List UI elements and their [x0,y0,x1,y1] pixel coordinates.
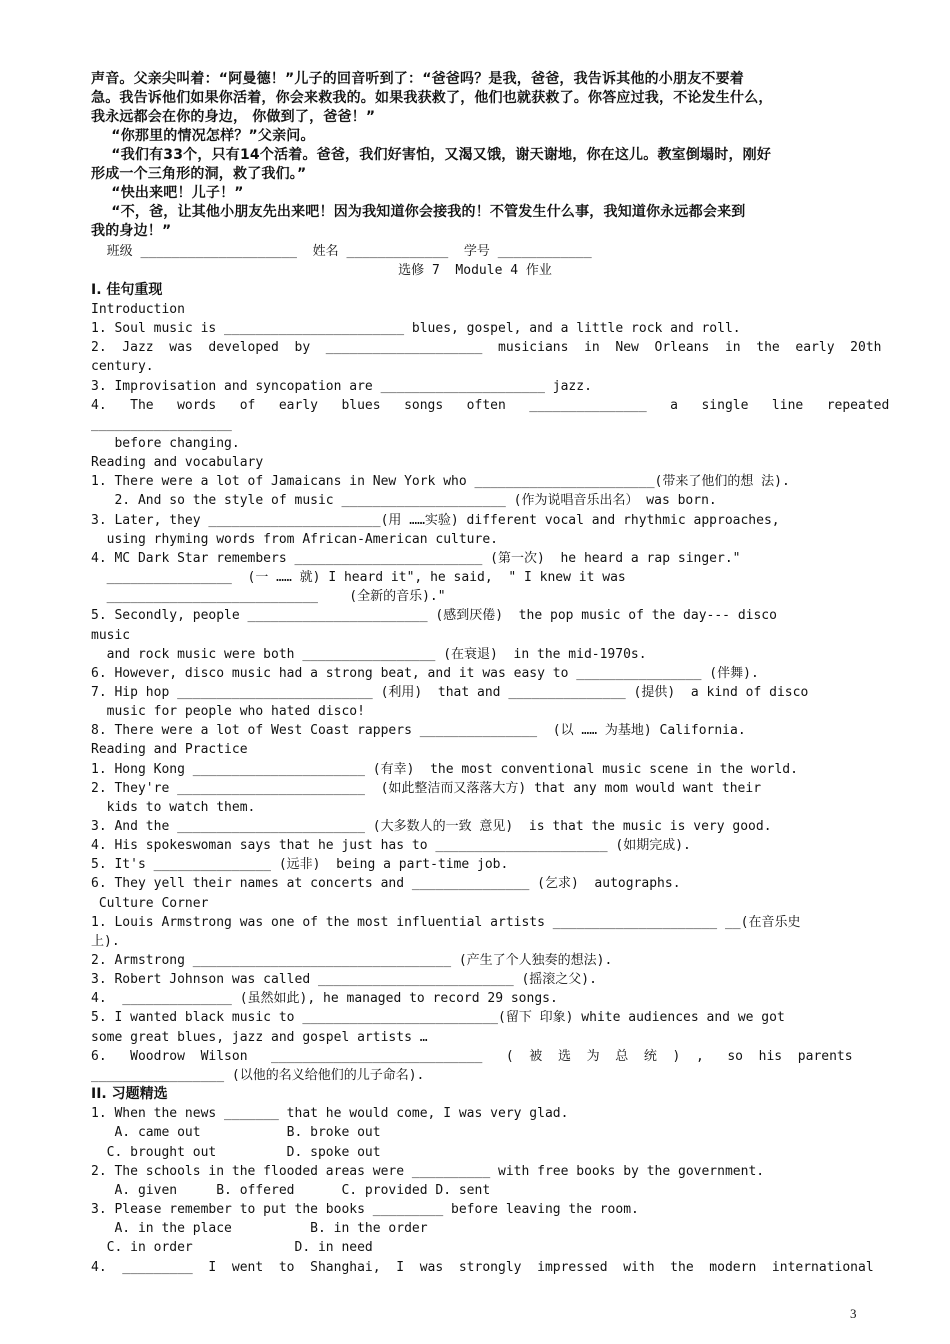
exercise-line: 3. Robert Johnson was called _________________________ (摇滚之父). [91,972,597,987]
story-line: “不，爸，让其他小朋友先出来吧！因为我知道你会接我的！不管发生什么事，我知道你永远都会来到 [91,204,746,220]
story-line: “我们有33个，只有14个活着。爸爸，我们好害怕，又渴又饿，谢天谢地，你在这儿。教室倒塌时，刚好 [91,147,772,163]
page-number: 3 [850,1306,857,1321]
exercise-line: 2. Jazz was developed by ____________________ musicians in New Orleans in the early 20th [91,340,882,355]
exercise-line: Culture Corner [91,896,209,911]
question-line: C. brought out D. spoke out [91,1145,381,1160]
exercise-line: 3. Later, they ______________________(用 ……实验) different vocal and rhythmic approaches, [91,513,780,528]
exercise-line: 5. Secondly, people _______________________ (感到厌倦) the pop music of the day--- disco [91,608,777,623]
exercise-line: 4. The words of early blues songs often _______________ a single line repeated [91,398,890,413]
question-line: 2. The schools in the flooded areas were __________ with free books by the government. [91,1164,765,1179]
exercise-line: 6. Woodrow Wilson ___________________________ ( 被 选 为 总 统 ) , so his parents [91,1049,853,1064]
exercise-line: __________________ [91,417,232,432]
exercise-line: music for people who hated disco! [91,704,365,719]
exercise-line: Reading and vocabulary [91,455,264,470]
exercise-line: 8. There were a lot of West Coast rappers _______________ (以 …… 为基地) California. [91,723,746,738]
exercise-line: 5. It's _______________ (远非) being a part-time job. [91,857,509,872]
exercise-line: Reading and Practice [91,742,248,757]
student-info-fields: 班级 ____________________ 姓名 _____________ 学号 ____________ [91,244,592,259]
exercise-line: 1. There were a lot of Jamaicans in New York who _______________________(带来了他们的想 法). [91,474,790,489]
exercise-line: 6. They yell their names at concerts and _______________ (乞求) autographs. [91,876,681,891]
exercise-line: 4. His spokeswoman says that he just has to ______________________ (如期完成). [91,838,691,853]
exercise-line: _________________ (以他的名义给他们的儿子命名). [91,1068,425,1083]
exercise-line: 6. However, disco music had a strong beat, and it was easy to ________________ (伴舞). [91,666,759,681]
exercise-line: and rock music were both _________________ (在衰退) in the mid-1970s. [91,647,647,662]
exercise-line: century. [91,359,154,374]
story-line: 我的身边！” [91,223,172,239]
question-line: 1. When the news _______ that he would come, I was very glad. [91,1106,569,1121]
section-heading: II. 习题精选 [91,1086,168,1102]
exercise-line: 3. And the ________________________ (大多数人的一致 意见) is that the music is very good. [91,819,772,834]
question-line: A. in the place B. in the order [91,1221,428,1236]
exercise-line: ________________ (一 …… 就) I heard it", he said, " I knew it was [91,570,626,585]
exercise-line: some great blues, jazz and gospel artists … [91,1030,428,1045]
page-title: 选修 7 Module 4 作业 [398,263,552,278]
exercise-line: 上). [91,934,120,949]
exercise-line: 3. Improvisation and syncopation are _____________________ jazz. [91,379,592,394]
exercise-line: music [91,628,131,643]
story-line: “快出来吧！儿子！” [91,185,244,201]
story-line: 声音。父亲尖叫着：“阿曼德！”儿子的回音听到了：“爸爸吗？是我，爸爸，我告诉其他的小朋友不要着 [91,71,745,87]
question-line: 3. Please remember to put the books _________ before leaving the room. [91,1202,639,1217]
exercise-line: Introduction [91,302,185,317]
story-line: 我永远都会在你的身边， 你做到了，爸爸！” [91,109,376,125]
question-line: A. given B. offered C. provided D. sent [91,1183,491,1198]
question-line: 4. _________ I went to Shanghai, I was strongly impressed with the modern international [91,1260,874,1275]
exercise-line: 1. Louis Armstrong was one of the most influential artists _____________________ __(在音乐史 [91,915,801,930]
exercise-line: 2. Armstrong _________________________________ (产生了个人独奏的想法). [91,953,613,968]
question-line: A. came out B. broke out [91,1125,381,1140]
story-line: “你那里的情况怎样？”父亲问。 [91,128,315,144]
story-line: 形成一个三角形的洞，救了我们。” [91,166,307,182]
exercise-line: 2. They're ________________________ (如此整洁而又落落大方) that any mom would want their [91,781,762,796]
question-line: C. in order D. in need [91,1240,373,1255]
exercise-line: 1. Hong Kong ______________________ (有幸) the most conventional music scene in the world. [91,762,798,777]
exercise-line: using rhyming words from African-American culture. [91,532,498,547]
exercise-line: 5. I wanted black music to _________________________(留下 印象) white audiences and we got [91,1010,785,1025]
exercise-line: kids to watch them. [91,800,256,815]
exercise-line: 1. Soul music is _______________________ blues, gospel, and a little rock and roll. [91,321,741,336]
section-heading: I. 佳句重现 [91,282,163,298]
story-line: 急。我告诉他们如果你活着，你会来救我的。如果我获救了，他们也就获救了。你答应过我，不论发生什么， [91,90,773,106]
exercise-line: 4. MC Dark Star remembers ________________________ (第一次) he heard a rap singer." [91,551,741,566]
exercise-line: ___________________________ (全新的音乐)." [91,589,446,604]
exercise-line: 7. Hip hop _________________________ (利用) that and _______________ (提供) a kind of disco [91,685,809,700]
exercise-line: before changing. [91,436,240,451]
exercise-line: 4. ______________ (虽然如此), he managed to record 29 songs. [91,991,558,1006]
exercise-line: 2. And so the style of music _____________________ (作为说唱音乐出名） was born. [91,493,717,508]
